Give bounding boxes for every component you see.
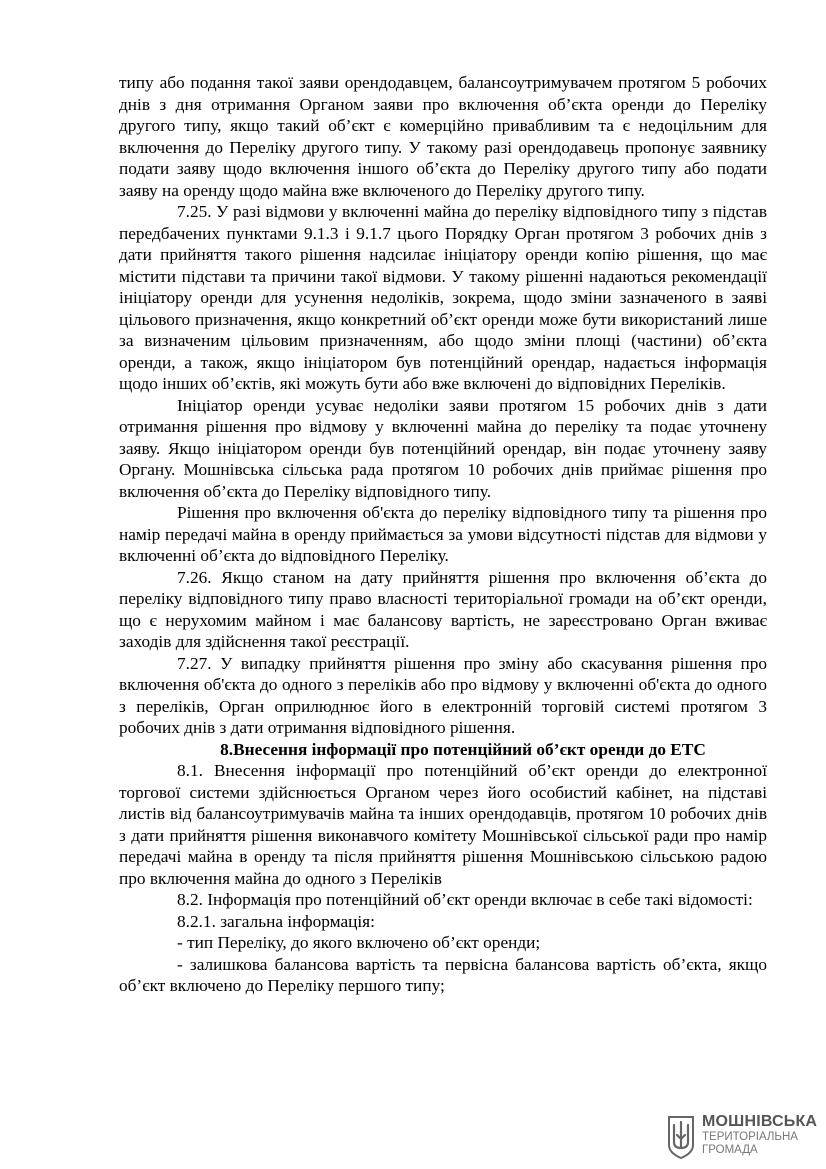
community-logo — [666, 1111, 816, 1163]
paragraph-decision: Рішення про включення об'єкта до переліку відповідного типу та рішення про намір передачі майна в оренду приймається за умови відсутності підстав для відмови у включенні об’єкта до відповідного Переліку. — [119, 503, 767, 565]
logo-title: МОШНІВСЬКА — [702, 1113, 818, 1130]
list-item-balance-value: - залишкова балансова вартість та первісна балансова вартість об’єкта, якщо об’єкт включено до Переліку першого типу; — [119, 954, 767, 995]
paragraph-7-27: 7.27. У випадку прийняття рішення про зміну або скасування рішення про включення об'єкта до одного з переліків або про відмову у включенні об'єкта до одного з переліків, Орган оприлюднює його в електронній торговій системі протягом 3 робочих днів з дати отримання відповідного рішення. — [119, 653, 767, 737]
document-page — [119, 72, 767, 997]
paragraph-7-25: 7.25. У разі відмови у включенні майна до переліку відповідного типу з підстав передбачених пунктами 9.1.3 і 9.1.7 цього Порядку Орган протягом 3 робочих днів з дати прийняття такого рішення надсилає ініціатору оренди копію рішення, що має містити підстави та причини такої відмови. У такому рішенні надаються рекомендації ініціатору оренди для усунення недоліків, зокрема, щодо зміни зазначеного в заяві цільового призначення, якщо конкретний об’єкт оренди може бути використаний лише за визначеним цільовим призначенням, або щодо зміни площі (частини) об’єкта оренди, а також, якщо ініціатором був потенційний орендар, надається інформація щодо інших об’єктів, які можуть бути або вже включені до відповідних Переліків. — [119, 202, 767, 393]
paragraph-8-2-1: 8.2.1. загальна інформація: — [177, 911, 375, 931]
paragraph-continuation: типу або подання такої заяви орендодавцем, балансоутримувачем протягом 5 робочих днів з дня отримання Органом заяви про включення об’єкта оренди до Переліку другого типу, якщо такий об’єкт є комерційно привабливим та є недоцільним для включення до Переліку другого типу. У такому разі орендодавець пропонує заявнику подати заяву щодо включення іншого об’єкта до Переліку другого типу або подати заяву на оренду щодо майна вже включеного до Переліку другого типу. — [119, 73, 767, 200]
list-item-list-type: - тип Переліку, до якого включено об’єкт оренди; — [177, 933, 541, 952]
paragraph-8-1: 8.1. Внесення інформації про потенційний об’єкт оренди до електронної торгової системи здійснюється Органом через його особистий кабінет, на підставі листів від балансоутримувачів майна та інших орендодавців, протягом 10 робочих днів з дати прийняття рішення виконавчого комітету Мошнівської сільської ради про намір передачі майна в оренду та після прийняття рішення Мошнівською сільською радою про включення майна до одного з Переліків — [119, 761, 767, 888]
paragraph-8-2: 8.2. Інформація про потенційний об’єкт оренди включає в себе такі відомості: — [177, 890, 753, 909]
paragraph-initiator: Ініціатор оренди усуває недоліки заяви протягом 15 робочих днів з дати отримання рішення про відмову у включенні майна до переліку та подає уточнену заяву. Якщо ініціатором оренди був потенційний орендар, він подає уточнену заяву Органу. Мошнівська сільська рада протягом 10 робочих днів приймає рішення про включення об’єкта до Переліку відповідного типу. — [119, 395, 767, 501]
trident-emblem-icon — [666, 1115, 696, 1159]
paragraph-7-26: 7.26. Якщо станом на дату прийняття рішення про включення об’єкта до переліку відповідного типу право власності територіальної громади на об’єкт оренди, що є нерухомим майном і має балансову вартість, не зареєстровано Орган вживає заходів для здійснення такої реєстрації. — [119, 567, 767, 651]
section-heading-8: 8.Внесення інформації про потенційний об’єкт оренди до ЕТС — [220, 739, 706, 759]
logo-subtitle-2: ГРОМАДА — [702, 1144, 758, 1156]
logo-subtitle-1: ТЕРИТОРІАЛЬНА — [702, 1131, 798, 1143]
